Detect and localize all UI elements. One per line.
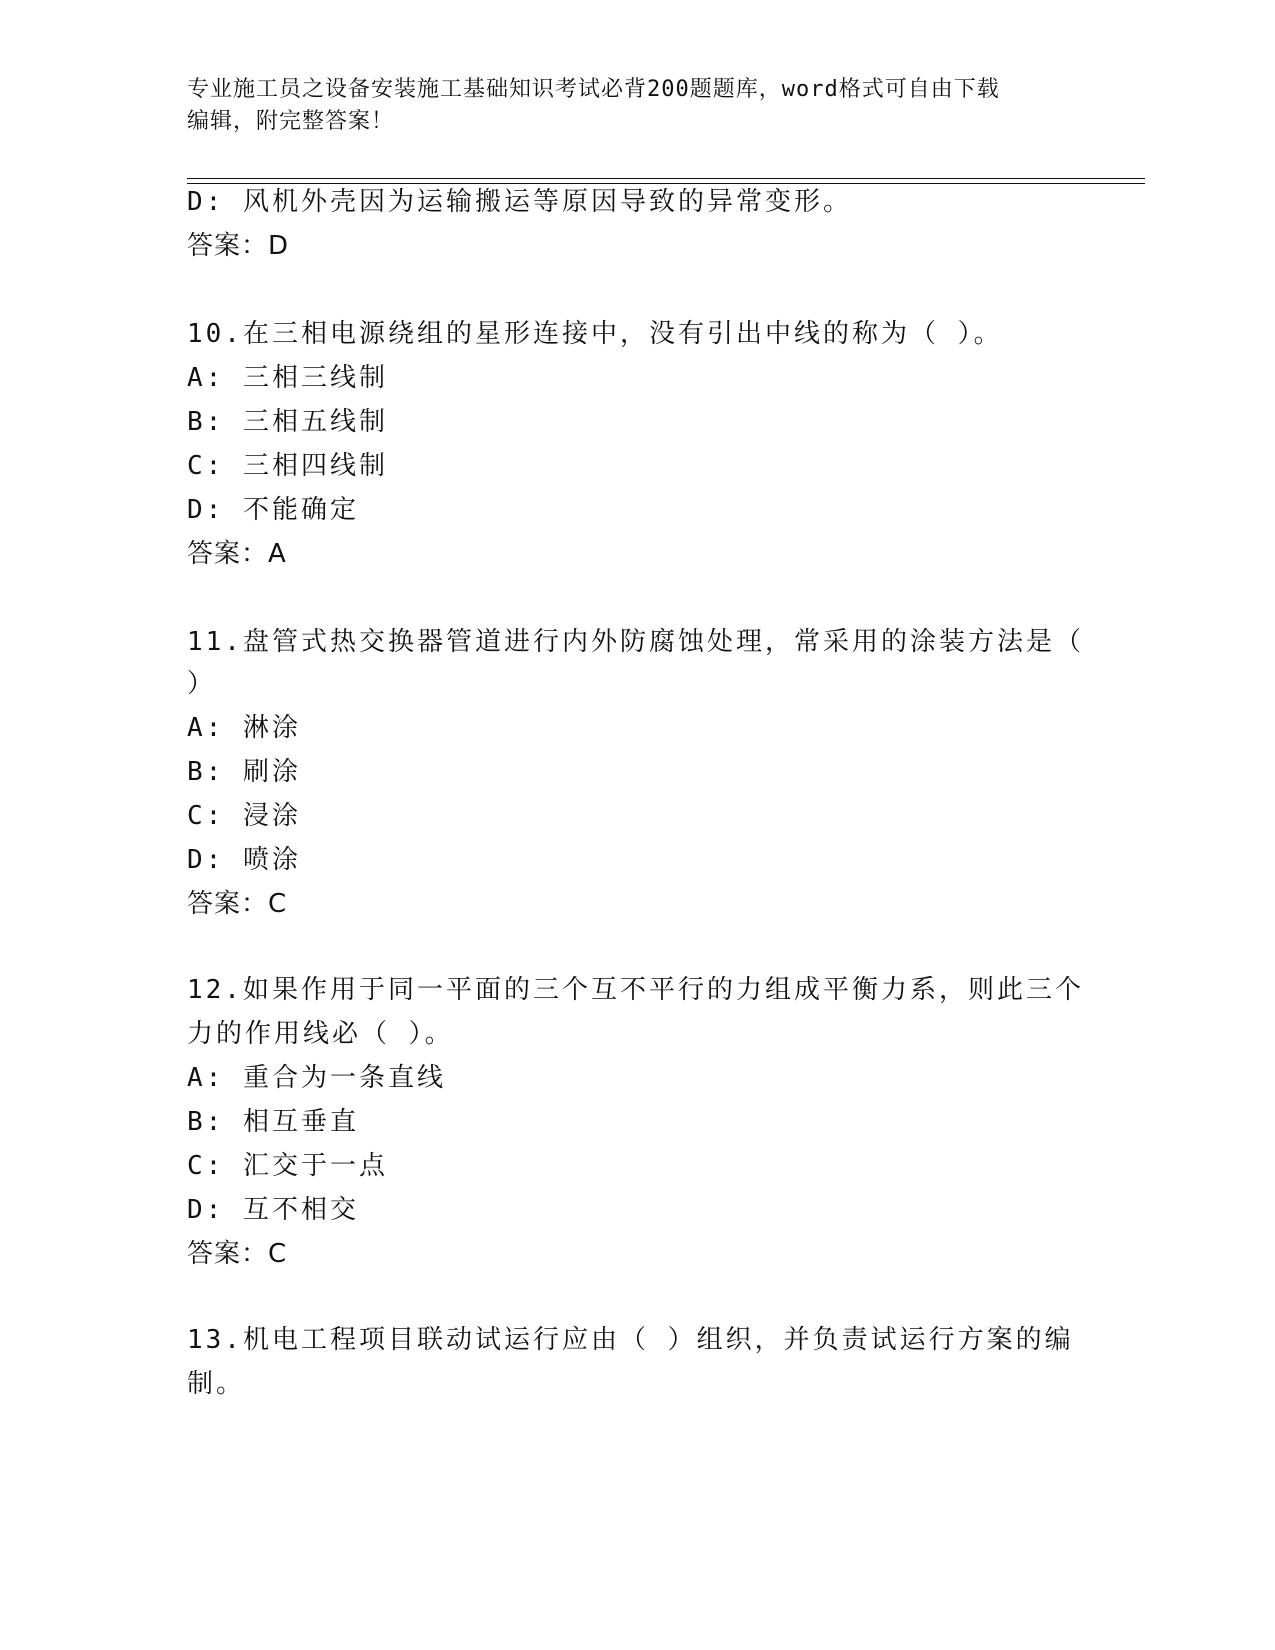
q10-option-b: B: 三相五线制	[187, 407, 388, 437]
q13-stem-line-2: 制。	[187, 1369, 246, 1399]
q12-option-d: D: 互不相交	[187, 1195, 359, 1225]
q10-option-a: A: 三相三线制	[187, 363, 388, 393]
prev-answer: 答案：D	[187, 231, 290, 261]
q11-answer: 答案：C	[187, 889, 288, 919]
header-line-1: 专业施工员之设备安装施工基础知识考试必背200题题库，word格式可自由下载	[187, 77, 1000, 102]
q10-stem: 10.在三相电源绕组的星形连接中，没有引出中线的称为（ ）。	[187, 319, 1003, 349]
q11-stem-line-1: 11.盘管式热交换器管道进行内外防腐蚀处理，常采用的涂装方法是（	[187, 627, 1084, 657]
q11-option-a: A: 淋涂	[187, 713, 301, 743]
header-rule-top	[187, 178, 1145, 179]
prev-option-d: D: 风机外壳因为运输搬运等原因导致的异常变形。	[187, 187, 852, 217]
header-line-2: 编辑，附完整答案！	[187, 109, 395, 134]
q11-option-c: C: 浸涂	[187, 801, 301, 831]
q11-stem-line-2: ）	[187, 669, 217, 699]
q10-option-c: C: 三相四线制	[187, 451, 388, 481]
page-header	[187, 74, 1067, 138]
q13-stem-line-1: 13.机电工程项目联动试运行应由（ ）组织，并负责试运行方案的编	[187, 1325, 1074, 1355]
q12-option-c: C: 汇交于一点	[187, 1151, 388, 1181]
q11-option-d: D: 喷涂	[187, 845, 301, 875]
q10-option-d: D: 不能确定	[187, 495, 359, 525]
q12-stem-line-1: 12.如果作用于同一平面的三个互不平行的力组成平衡力系，则此三个	[187, 975, 1084, 1005]
q11-option-b: B: 刷涂	[187, 757, 301, 787]
q12-stem-line-2: 力的作用线必（ ）。	[187, 1019, 454, 1049]
q10-answer: 答案：A	[187, 539, 287, 569]
q12-answer: 答案：C	[187, 1239, 288, 1269]
q12-option-b: B: 相互垂直	[187, 1107, 359, 1137]
q12-option-a: A: 重合为一条直线	[187, 1063, 446, 1093]
